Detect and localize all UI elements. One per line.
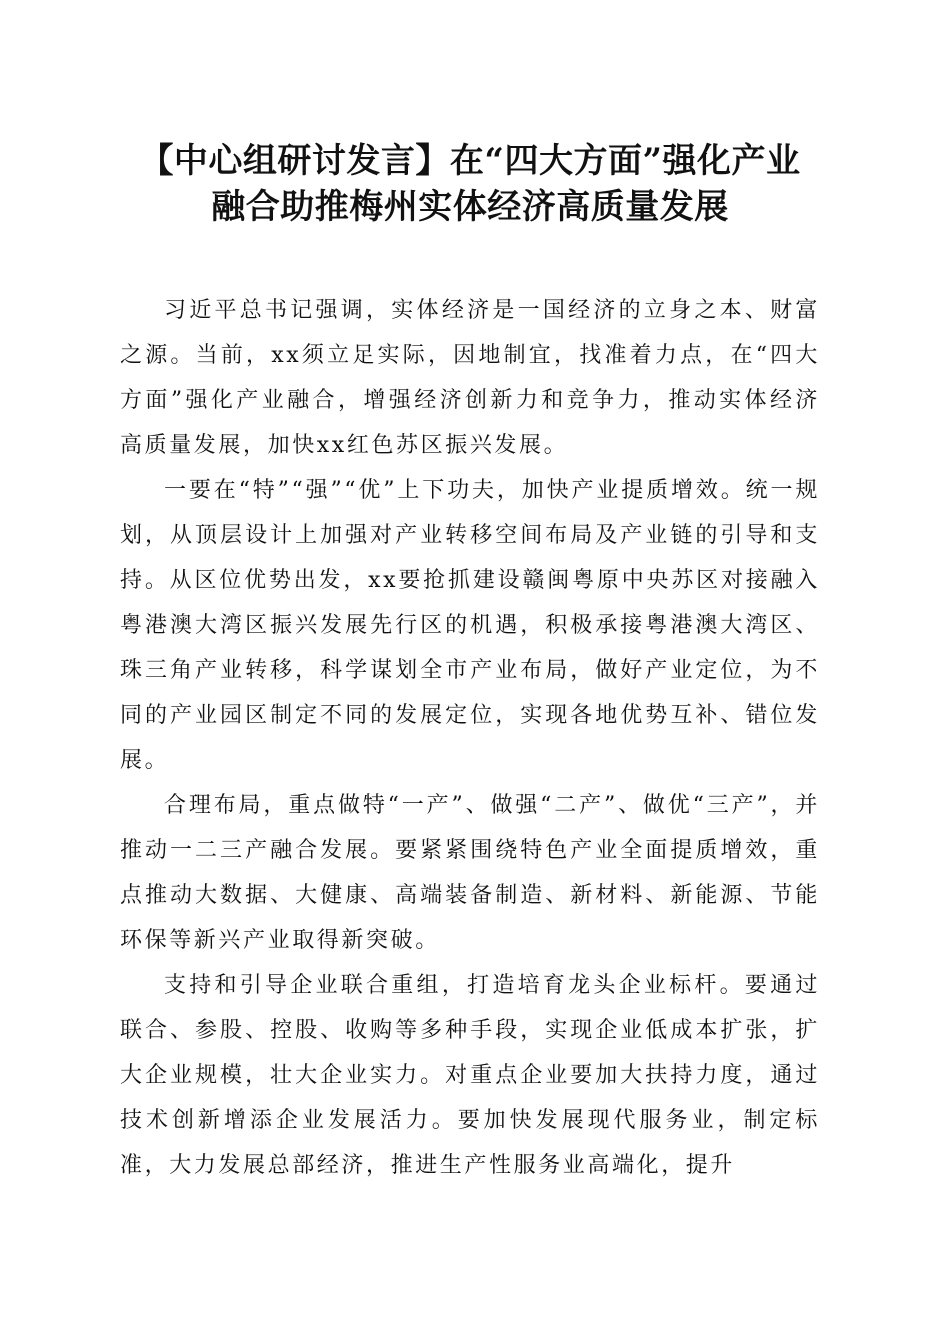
title-line-1: 【中心组研讨发言】在“四大方面”强化产业 [139, 141, 801, 181]
document-title [120, 138, 820, 230]
paragraph-2: 一要在“特”“强”“优”上下功夫，加快产业提质增效。统一规划，从顶层设计上加强对产业转移空间布局及产业链的引导和支持。从区位优势出发，xx要抢抓建设赣闽粤原中央苏区对接融入粤港澳大湾区振兴发展先行区的机遇，积极承接粤港澳大湾区、珠三角产业转移，科学谋划全市产业布局，做好产业定位，为不同的产业园区制定不同的发展定位，实现各地优势互补、错位发展。 [120, 478, 820, 773]
document-body [120, 288, 820, 1188]
paragraph-1: 习近平总书记强调，实体经济是一国经济的立身之本、财富之源。当前，xx须立足实际，因地制宜，找准着力点，在“四大方面”强化产业融合，增强经济创新力和竞争力，推动实体经济高质量发展，加快xx红色苏区振兴发展。 [120, 298, 820, 458]
paragraph-3: 合理布局，重点做特“一产”、做强“二产”、做优“三产”，并推动一二三产融合发展。要紧紧围绕特色产业全面提质增效，重点推动大数据、大健康、高端装备制造、新材料、新能源、节能环保等新兴产业取得新突破。 [120, 793, 820, 953]
title-line-2: 融合助推梅州实体经济高质量发展 [211, 187, 729, 227]
paragraph-4: 支持和引导企业联合重组，打造培育龙头企业标杆。要通过联合、参股、控股、收购等多种手段，实现企业低成本扩张，扩大企业规模，壮大企业实力。对重点企业要加大扶持力度，通过技术创新增添企业发展活力。要加快发展现代服务业，制定标准，大力发展总部经济，推进生产性服务业高端化，提升 [120, 973, 820, 1178]
